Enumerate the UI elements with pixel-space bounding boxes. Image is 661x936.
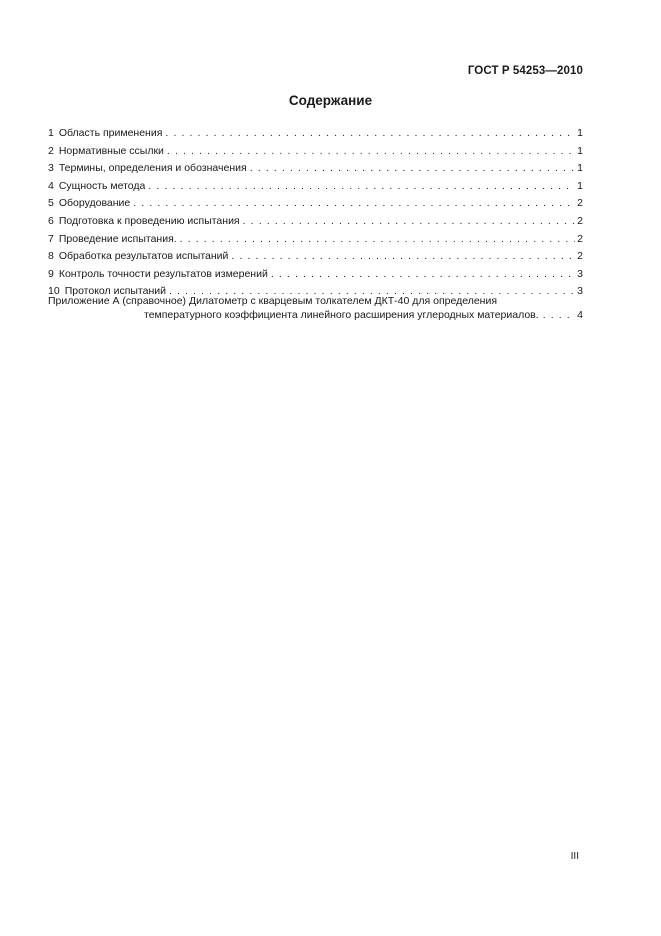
toc-leader-dots [250, 160, 575, 178]
toc-item-label: Область применения [58, 127, 163, 139]
document-code: ГОСТ Р 54253—2010 [467, 65, 583, 77]
toc-item-label: Подготовка к проведению испытания [58, 214, 240, 227]
toc-item-page: 2 [577, 197, 583, 210]
toc-item-page: 2 [577, 232, 583, 245]
toc-item-number: 10 [48, 285, 60, 298]
toc-item-5[interactable] [48, 195, 583, 213]
toc-item-number: 1 [48, 127, 54, 139]
toc-item-number: 6 [48, 214, 54, 227]
toc-leader-dots [165, 125, 575, 143]
toc-item-page: 1 [577, 144, 583, 157]
toc-item-7[interactable] [48, 231, 583, 249]
toc-item-page: 2 [577, 214, 583, 227]
toc-leader-dots [231, 248, 575, 266]
toc-item-6[interactable] [48, 213, 583, 231]
toc-item-1[interactable] [48, 125, 583, 143]
toc-item-label: Обработка результатов испытаний [58, 250, 229, 263]
toc-item-label: Проведение испытания. [58, 232, 177, 245]
toc-item-number: 5 [48, 197, 54, 210]
toc-item-2[interactable] [48, 143, 583, 161]
toc-leader-dots [167, 143, 575, 161]
toc-item-number: 7 [48, 232, 54, 245]
toc-item-page: 2 [577, 250, 583, 263]
appendix-title-line2-row [48, 308, 583, 322]
toc-item-number: 9 [48, 267, 54, 280]
toc-item-8[interactable] [48, 248, 583, 266]
toc-title: Содержание [288, 93, 373, 108]
toc-item-label: Термины, определения и обозначения [58, 162, 247, 175]
page-number: III [570, 851, 579, 862]
toc-item-page: 1 [577, 162, 583, 175]
toc-leader-dots [243, 213, 576, 231]
appendix-page: 4 [577, 309, 583, 321]
toc-item-page: 1 [577, 179, 583, 192]
toc-leader-dots [180, 231, 575, 249]
toc-leader-dots [543, 308, 575, 322]
toc-leader-dots [133, 195, 575, 213]
appendix-title-line2: температурного коэффициента линейного расширения углеродных материалов. [144, 309, 539, 321]
appendix-title-line1: Приложение А (справочное) Дилатометр с кварцевым толкателем ДКТ-40 для определения [48, 295, 498, 307]
toc-item-9[interactable] [48, 266, 583, 284]
toc-item-appendix-a[interactable] [48, 294, 583, 322]
toc-item-page: 3 [577, 285, 583, 298]
toc-item-label: Нормативные ссылки [58, 144, 164, 157]
toc-item-page: 1 [577, 127, 583, 139]
toc-item-label: Протокол испытаний [64, 285, 166, 298]
toc-item-label: Сущность метода [58, 179, 146, 192]
toc-item-number: 2 [48, 144, 54, 157]
toc-item-number: 8 [48, 250, 54, 263]
toc-item-label: Контроль точности результатов измерений [58, 267, 268, 280]
toc-item-3[interactable] [48, 160, 583, 178]
toc-leader-dots [271, 266, 575, 284]
toc-item-number: 4 [48, 179, 54, 192]
table-of-contents [48, 125, 583, 301]
toc-item-4[interactable] [48, 178, 583, 196]
toc-item-number: 3 [48, 162, 54, 175]
toc-item-label: Оборудование [58, 197, 131, 210]
toc-item-page: 3 [577, 267, 583, 280]
toc-leader-dots [148, 178, 575, 196]
